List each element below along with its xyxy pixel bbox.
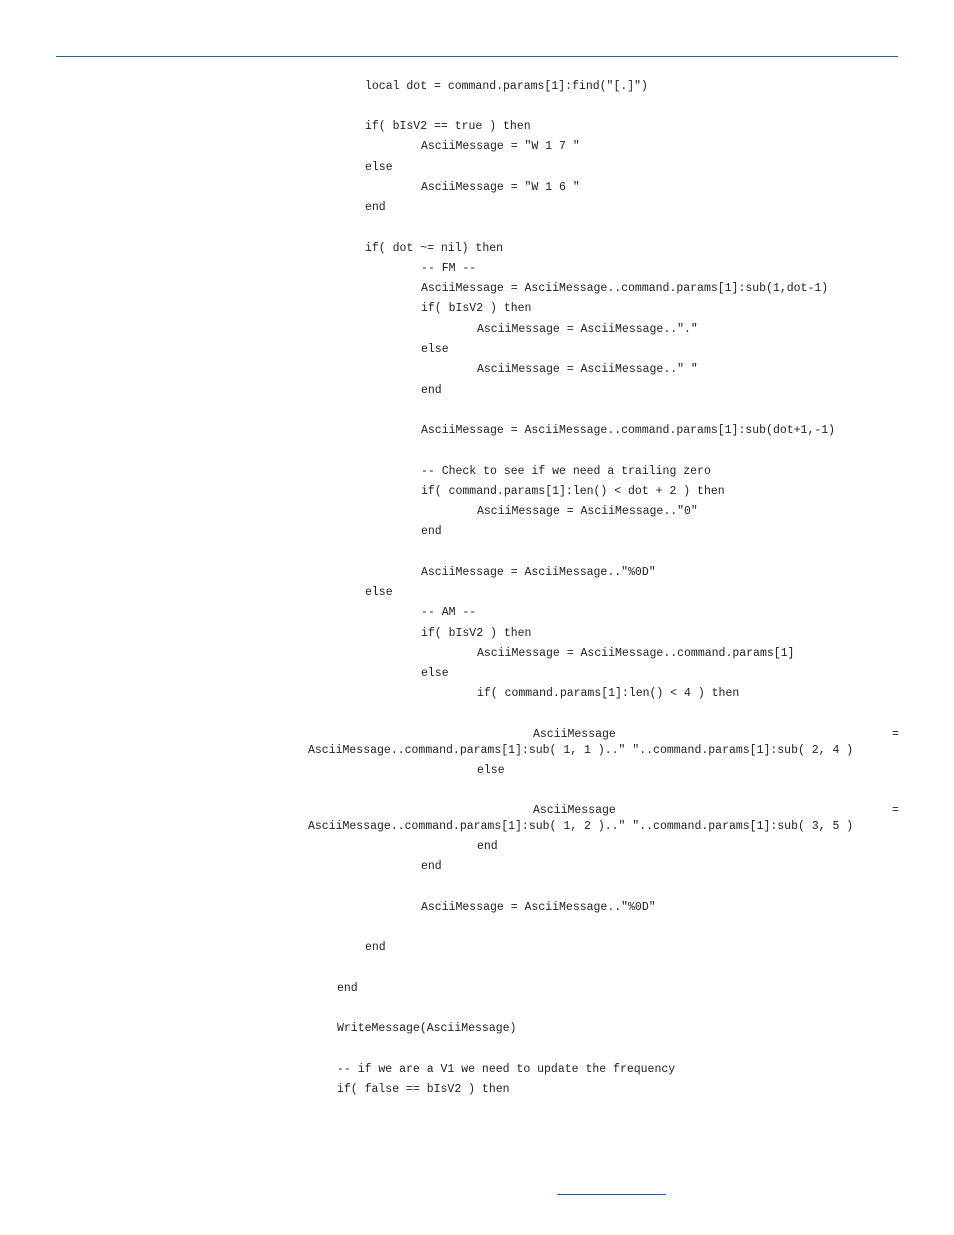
code-line: if( false == bIsV2 ) then bbox=[337, 1083, 510, 1096]
code-line: else bbox=[365, 586, 393, 599]
code-line: end bbox=[337, 982, 358, 995]
code-line: AsciiMessage = AsciiMessage.." " bbox=[477, 363, 698, 376]
code-line: AsciiMessage = AsciiMessage.."0" bbox=[477, 505, 698, 518]
code-line: AsciiMessage = "W 1 7 " bbox=[421, 140, 580, 153]
code-line: WriteMessage(AsciiMessage) bbox=[337, 1022, 517, 1035]
footer-link-underline[interactable] bbox=[557, 1194, 666, 1195]
code-line: if( bIsV2 ) then bbox=[421, 302, 532, 315]
code-line: AsciiMessage bbox=[533, 804, 616, 817]
code-line: = bbox=[892, 804, 899, 817]
code-line: else bbox=[421, 667, 449, 680]
code-line: else bbox=[421, 343, 449, 356]
code-line: AsciiMessage = AsciiMessage.."." bbox=[477, 323, 698, 336]
code-line: AsciiMessage bbox=[533, 728, 616, 741]
code-line: local dot = command.params[1]:find("[.]") bbox=[365, 80, 648, 93]
code-line: AsciiMessage..command.params[1]:sub( 1, 1 ).." "..command.params[1]:sub( 2, 4 ) bbox=[308, 744, 854, 757]
code-line: end bbox=[421, 860, 442, 873]
code-line: = bbox=[892, 728, 899, 741]
code-line: AsciiMessage = AsciiMessage.."%0D" bbox=[421, 901, 656, 914]
code-line: -- AM -- bbox=[421, 606, 477, 619]
code-line: end bbox=[365, 941, 386, 954]
code-line: end bbox=[421, 525, 442, 538]
code-line: else bbox=[365, 161, 393, 174]
code-line: AsciiMessage = AsciiMessage.."%0D" bbox=[421, 566, 656, 579]
code-line: else bbox=[477, 764, 505, 777]
code-line: if( command.params[1]:len() < 4 ) then bbox=[477, 687, 740, 700]
code-line: -- Check to see if we need a trailing zero bbox=[421, 465, 711, 478]
code-line: if( bIsV2 ) then bbox=[421, 627, 532, 640]
code-line: AsciiMessage = AsciiMessage..command.params[1]:sub(dot+1,-1) bbox=[421, 424, 836, 437]
code-line: end bbox=[365, 201, 386, 214]
code-line: if( bIsV2 == true ) then bbox=[365, 120, 531, 133]
code-line: AsciiMessage = "W 1 6 " bbox=[421, 181, 580, 194]
code-line: if( command.params[1]:len() < dot + 2 ) then bbox=[421, 485, 725, 498]
code-line: -- FM -- bbox=[421, 262, 477, 275]
code-line: AsciiMessage = AsciiMessage..command.params[1]:sub(1,dot-1) bbox=[421, 282, 829, 295]
code-line: end bbox=[421, 384, 442, 397]
code-line: end bbox=[477, 840, 498, 853]
code-line: AsciiMessage..command.params[1]:sub( 1, 2 ).." "..command.params[1]:sub( 3, 5 ) bbox=[308, 820, 854, 833]
code-line: -- if we are a V1 we need to update the frequency bbox=[337, 1063, 676, 1076]
code-line: AsciiMessage = AsciiMessage..command.params[1] bbox=[477, 647, 795, 660]
code-line: if( dot ~= nil) then bbox=[365, 242, 504, 255]
